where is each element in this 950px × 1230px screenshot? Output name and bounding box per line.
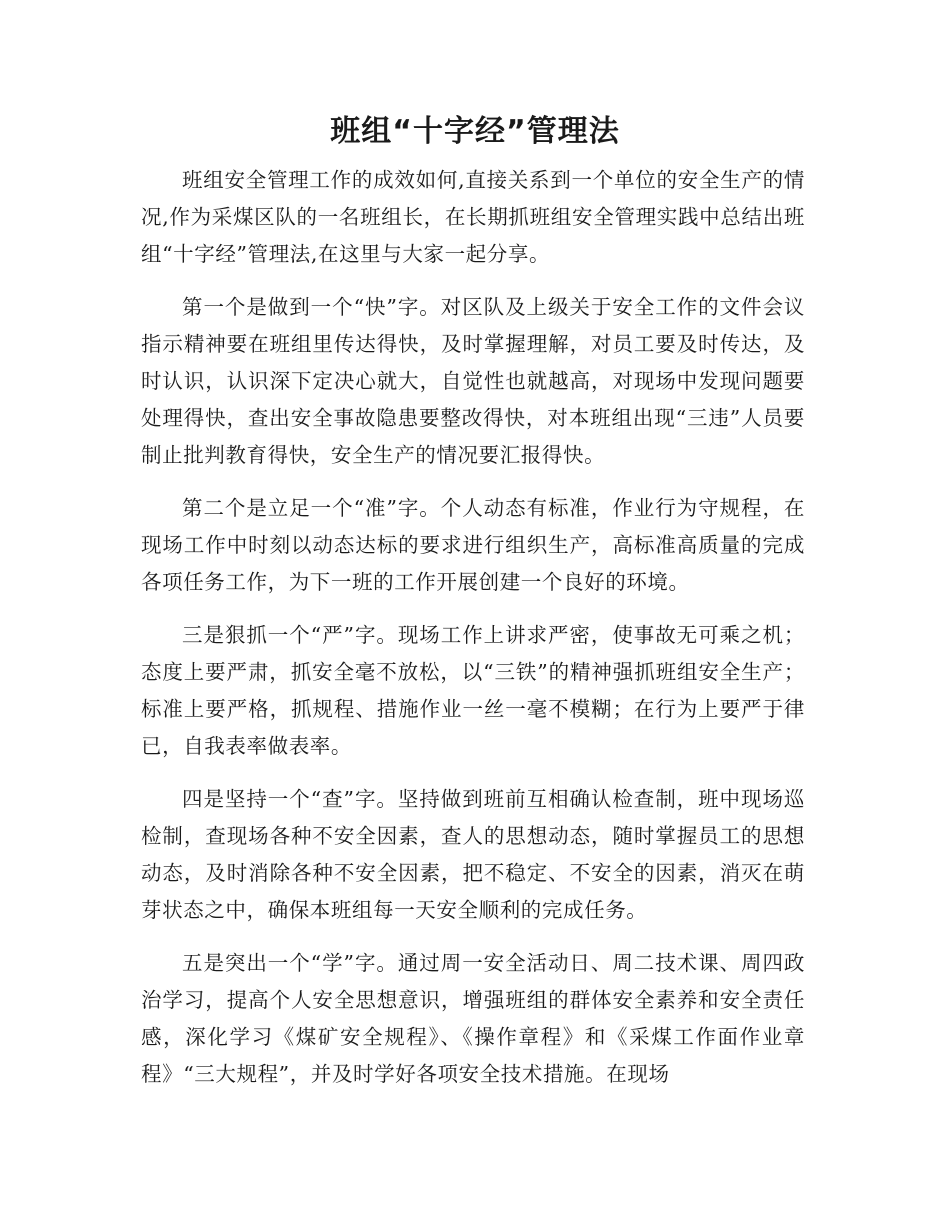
paragraph-xue: 五是突出一个“学”字。通过周一安全活动日、周二技术课、周四政治学习，提高个人安全思想意识，增强班组的群体安全素养和安全责任感，深化学习《煤矿安全规程》、《操作章程》和《采煤工作面作业章程》“三大规程”，并及时学好各项安全技术措施。在现场 (141, 951, 805, 1086)
paragraph-kuai: 第一个是做到一个“快”字。对区队及上级关于安全工作的文件会议指示精神要在班组里传达得快，及时掌握理解，对员工要及时传达，及时认识，认识深下定决心就大，自觉性也就越高，对现场中发现问题要处理得快，查出安全事故隐患要整改得快，对本班组出现“三违”人员要制止批判教育得快，安全生产的情况要汇报得快。 (141, 295, 805, 467)
paragraph-cha: 四是坚持一个“查”字。坚持做到班前互相确认检查制，班中现场巡检制，查现场各种不安全因素，查人的思想动态，随时掌握员工的思想动态，及时消除各种不安全因素，把不稳定、不安全的因素，消灭在萌芽状态之中，确保本班组每一天安全顺利的完成任务。 (141, 787, 805, 922)
paragraph-yan: 三是狠抓一个“严”字。现场工作上讲求严密，使事故无可乘之机；态度上要严肃，抓安全毫不放松，以“三铁”的精神强抓班组安全生产；标准上要严格，抓规程、措施作业一丝一毫不模糊；在行为上要严于律已，自我表率做表率。 (141, 623, 805, 758)
paragraph-zhun: 第二个是立足一个“准”字。个人动态有标准，作业行为守规程，在现场工作中时刻以动态达标的要求进行组织生产，高标准高质量的完成各项任务工作，为下一班的工作开展创建一个良好的环境。 (141, 496, 805, 594)
document-title: 班组“十字经”管理法 (330, 114, 620, 149)
paragraph-intro: 班组安全管理工作的成效如何,直接关系到一个单位的安全生产的情况,作为采煤区队的一名班组长，在长期抓班组安全管理实践中总结出班组“十字经”管理法,在这里与大家一起分享。 (141, 168, 805, 266)
document-body (141, 162, 805, 1109)
